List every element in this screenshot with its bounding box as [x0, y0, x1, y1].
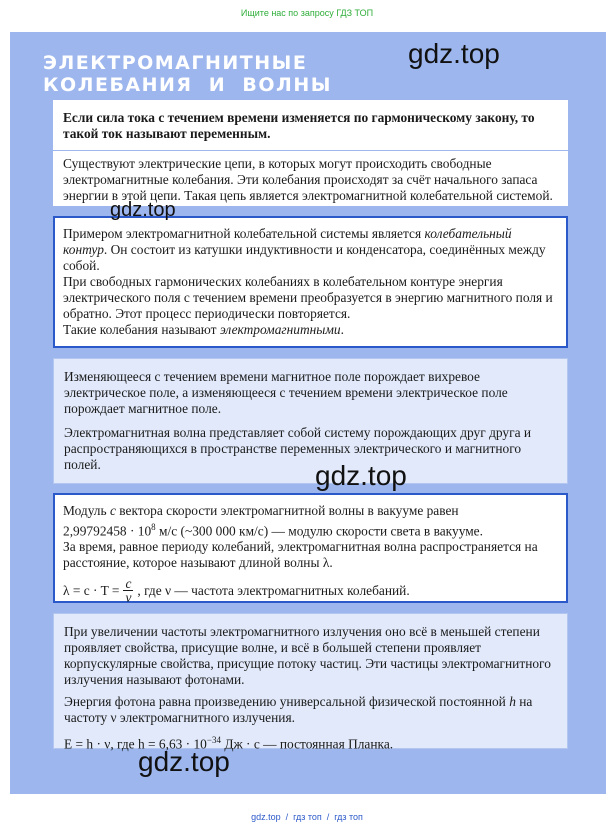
watermark-4: gdz.top: [138, 746, 230, 777]
watermark-3: gdz.top: [315, 460, 407, 491]
wave-paragraph-1: Изменяющееся с течением времени магнитное поле порождает вихревое электрическое поле, а изменяющееся с течением времени электрическое поле порождает магнитное поле.: [64, 369, 508, 416]
definition-text: Существуют электрические цепи, в которых могут происходить свободные электромагнитные колебания. Эти колебания происходят за счёт начального запаса энергии в этой цепи. Такая цепь является электромагнитной колебательной системой.: [63, 156, 553, 203]
wave-paragraph-2: Электромагнитная волна представляет собой систему порождающих друг друга и распространяющихся в пространстве переменных электрического и магнитного полей.: [64, 425, 532, 472]
speed-paragraph-1: Модуль c вектора скорости электромагнитной волны в вакууме равен: [63, 503, 459, 518]
top-search-link[interactable]: Ищите нас по запросу ГДЗ ТОП: [240, 8, 374, 18]
photon-paragraph-2: Энергия фотона равна произведению универсальной физической постоянной h на частоту ν электромагнитного излучения.: [64, 694, 533, 725]
planck-formula: E = h · ν, где $h = 6,63 \cdot 10^{-34}$ Дж · с — постоянная Планка.: [64, 735, 394, 752]
watermark-1: gdz.top: [408, 38, 500, 69]
speed-paragraph-2: $2,99792458 \cdot 10^8$ м/с (~300 000 км/с) — модулю скорости света в вакууме.: [63, 522, 483, 539]
photon-box: [53, 613, 568, 752]
watermark-2: gdz.top: [110, 199, 176, 221]
page-panel: [10, 32, 606, 794]
page-title-line1: ЭЛЕКТРОМАГНИТНЫЕ: [43, 52, 308, 74]
term-oscillatory-circuit: колебательный контур: [63, 226, 512, 257]
speed-paragraph-3: За время, равное периоду колебаний, электромагнитная волна распространяется на расстояние, которое называют длиной волны λ.: [63, 539, 538, 571]
circuit-paragraph-3: Такие колебания называют электромагнитными.: [63, 322, 344, 337]
fraction: $\frac{c}{\nu}$: [125, 576, 132, 606]
definition-box-alternating-current: [53, 100, 568, 206]
photon-paragraph-1: При увеличении частоты электромагнитного излучения оно всё в меньшей степени проявляет свойства, присущие волне, и всё в большей степени проявляет корпускулярные свойства, присущие потоку частиц. Эти частицы электромагнитного излучения называют фотонами.: [64, 624, 551, 687]
page-title: [43, 52, 332, 96]
wavelength-formula: λ = c · T = $\frac{c}{\nu}$ , где ν — частота электромагнитных колебаний.: [63, 576, 410, 606]
term-electromagnetic: электромагнитными: [219, 322, 341, 337]
divider: [53, 150, 568, 151]
oscillatory-circuit-box: [53, 216, 568, 348]
em-wave-box: [53, 358, 568, 484]
wave-speed-box: [53, 493, 568, 606]
bottom-links[interactable]: gdz.top / гдз топ / гдз топ: [251, 812, 363, 822]
page-title-line2: КОЛЕБАНИЯ И ВОЛНЫ: [43, 74, 332, 96]
circuit-paragraph-2: При свободных гармонических колебаниях в колебательном контуре энергия электрического поля с течением времени преобразуется в энергию магнитного поля и обратно. Этот процесс периодически повторяется.: [63, 274, 553, 321]
definition-lead: Если сила тока с течением времени изменяется по гармоническому закону, то такой ток называют переменным.: [63, 110, 535, 141]
circuit-paragraph-1: Примером электромагнитной колебательной системы является колебательный контур. Он состоит из катушки индуктивности и конденсатора, соединённых между собой.: [63, 226, 546, 273]
